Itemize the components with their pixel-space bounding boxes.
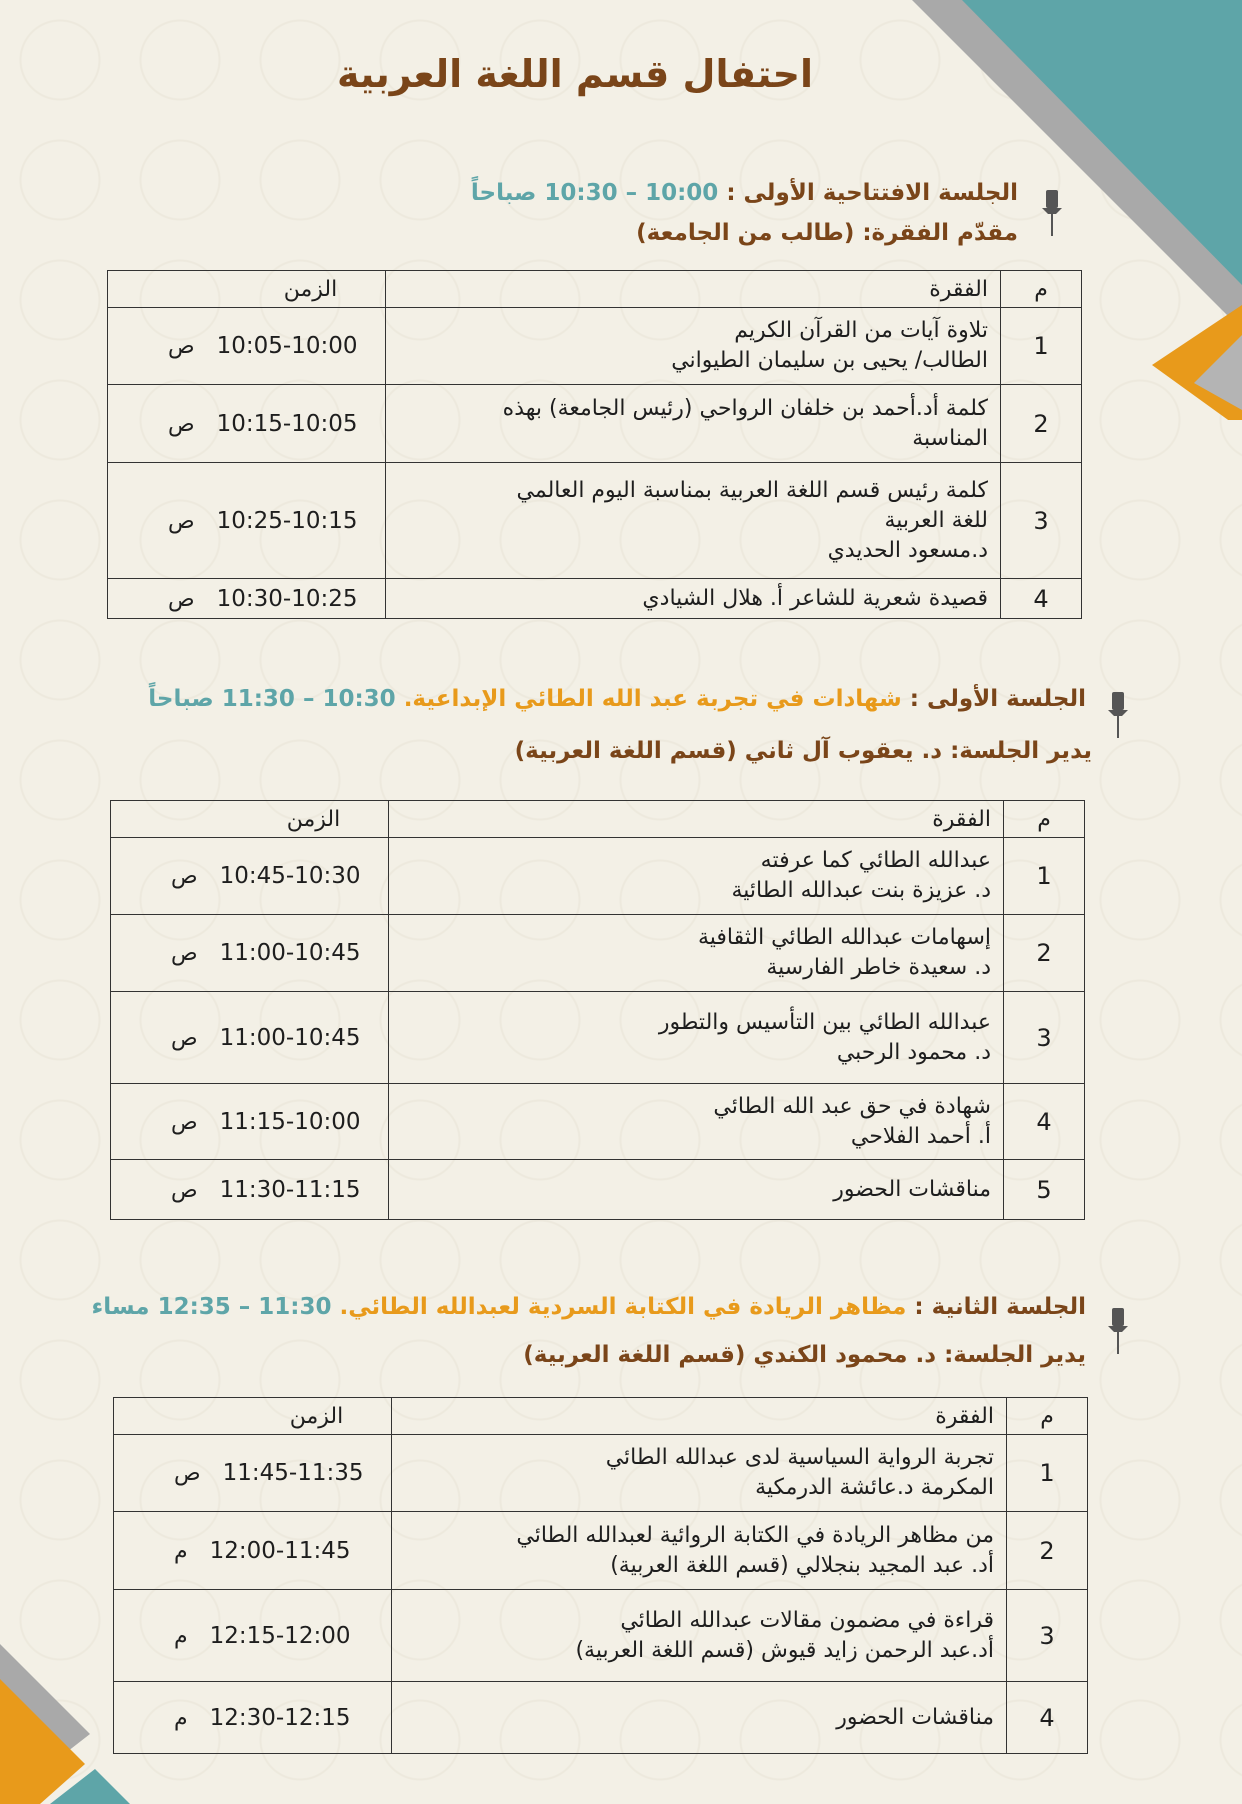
session-topic: شهادات في تجربة عبد الله الطائي الإبداعية.	[403, 686, 902, 712]
table-row	[111, 992, 1085, 1084]
row-item: كلمة رئيس قسم اللغة العربية بمناسبة اليوم العالمي للغة العربية د.مسعود الحديدي	[386, 463, 1001, 579]
row-item: إسهامات عبدالله الطائي الثقافية د. سعيدة خاطر الفارسية	[389, 915, 1004, 992]
session-chair: يدير الجلسة: د. يعقوب آل ثاني (قسم اللغة العربية)	[514, 738, 1092, 764]
program-table-second	[113, 1397, 1088, 1754]
row-num: 5	[1004, 1160, 1085, 1220]
session-opening-header	[471, 180, 1018, 206]
row-time: م 12:15-12:00	[114, 1590, 392, 1682]
row-time: ص 11:30-11:15	[111, 1160, 389, 1220]
col-item: الفقرة	[389, 801, 1004, 838]
row-num: 1	[1001, 308, 1082, 385]
row-time: ص 11:00-10:45	[111, 992, 389, 1084]
row-num: 4	[1007, 1682, 1088, 1754]
session-presenter: مقدّم الفقرة: (طالب من الجامعة)	[636, 220, 1018, 246]
row-time: ص 11:15-10:00	[111, 1084, 389, 1160]
col-time: الزمن	[108, 271, 386, 308]
col-item: الفقرة	[386, 271, 1001, 308]
table-row	[108, 308, 1082, 385]
table-row	[108, 579, 1082, 619]
row-item: عبدالله الطائي بين التأسيس والتطور د. محمود الرحبي	[389, 992, 1004, 1084]
row-item: قراءة في مضمون مقالات عبدالله الطائي أد.عبد الرحمن زايد قيوش (قسم اللغة العربية)	[392, 1590, 1007, 1682]
row-time: ص 10:25-10:15	[108, 463, 386, 579]
session-second-header	[92, 1294, 1087, 1320]
session-period: مساء	[91, 1294, 150, 1320]
session-chair: يدير الجلسة: د. محمود الكندي (قسم اللغة العربية)	[523, 1342, 1086, 1368]
session-time: 11:30 – 12:35	[157, 1294, 332, 1320]
row-num: 3	[1007, 1590, 1088, 1682]
col-item: الفقرة	[392, 1398, 1007, 1435]
row-num: 1	[1007, 1435, 1088, 1512]
row-num: 4	[1001, 579, 1082, 619]
row-item: تلاوة آيات من القرآن الكريم الطالب/ يحيى بن سليمان الطيواني	[386, 308, 1001, 385]
row-time: ص 10:30-10:25	[108, 579, 386, 619]
pushpin-icon	[1106, 1306, 1130, 1356]
col-num: م	[1001, 271, 1082, 308]
pushpin-icon	[1040, 188, 1064, 238]
program-table-opening	[107, 270, 1082, 619]
col-time: الزمن	[114, 1398, 392, 1435]
col-num: م	[1004, 801, 1085, 838]
session-label: الجلسة الثانية :	[914, 1294, 1086, 1320]
page-title: احتفال قسم اللغة العربية	[336, 52, 814, 96]
session-period: صباحاً	[470, 180, 537, 206]
session-period: صباحاً	[148, 686, 214, 712]
row-num: 1	[1004, 838, 1085, 915]
row-item: من مظاهر الريادة في الكتابة الروائية لعبدالله الطائي أد. عبد المجيد بنجلالي (قسم اللغة العربية)	[392, 1512, 1007, 1590]
table-row	[108, 385, 1082, 463]
session-label: الجلسة الأولى :	[909, 686, 1086, 712]
row-num: 4	[1004, 1084, 1085, 1160]
row-time: ص 10:45-10:30	[111, 838, 389, 915]
row-time: م 12:30-12:15	[114, 1682, 392, 1754]
session-time: 10:30 – 11:30	[221, 686, 396, 712]
session-label: الجلسة الافتتاحية الأولى :	[726, 180, 1018, 206]
row-num: 2	[1001, 385, 1082, 463]
table-row	[114, 1512, 1088, 1590]
table-row	[111, 1160, 1085, 1220]
row-item: مناقشات الحضور	[389, 1160, 1004, 1220]
session-time: 10:00 – 10:30	[544, 180, 719, 206]
session-topic: مظاهر الريادة في الكتابة السردية لعبدالله الطائي.	[339, 1294, 907, 1320]
session-first-header	[148, 686, 1086, 712]
table-row	[114, 1435, 1088, 1512]
table-row	[114, 1590, 1088, 1682]
table-row	[111, 915, 1085, 992]
row-time: ص 10:05-10:00	[108, 308, 386, 385]
row-time: م 12:00-11:45	[114, 1512, 392, 1590]
table-row	[114, 1682, 1088, 1754]
row-time: ص 11:00-10:45	[111, 915, 389, 992]
row-item: تجربة الرواية السياسية لدى عبدالله الطائي المكرمة د.عائشة الدرمكية	[392, 1435, 1007, 1512]
row-num: 3	[1001, 463, 1082, 579]
row-num: 2	[1007, 1512, 1088, 1590]
row-item: شهادة في حق عبد الله الطائي أ. أحمد الفلاحي	[389, 1084, 1004, 1160]
row-item: قصيدة شعرية للشاعر أ. هلال الشيادي	[386, 579, 1001, 619]
row-item: مناقشات الحضور	[392, 1682, 1007, 1754]
program-table-first	[110, 800, 1085, 1220]
row-item: كلمة أد.أحمد بن خلفان الرواحي (رئيس الجامعة) بهذه المناسبة	[386, 385, 1001, 463]
table-row	[111, 838, 1085, 915]
row-num: 2	[1004, 915, 1085, 992]
col-num: م	[1007, 1398, 1088, 1435]
table-row	[111, 1084, 1085, 1160]
row-time: ص 10:15-10:05	[108, 385, 386, 463]
row-time: ص 11:45-11:35	[114, 1435, 392, 1512]
table-row	[108, 463, 1082, 579]
pushpin-icon	[1106, 690, 1130, 740]
col-time: الزمن	[111, 801, 389, 838]
row-num: 3	[1004, 992, 1085, 1084]
row-item: عبدالله الطائي كما عرفته د. عزيزة بنت عبدالله الطائية	[389, 838, 1004, 915]
